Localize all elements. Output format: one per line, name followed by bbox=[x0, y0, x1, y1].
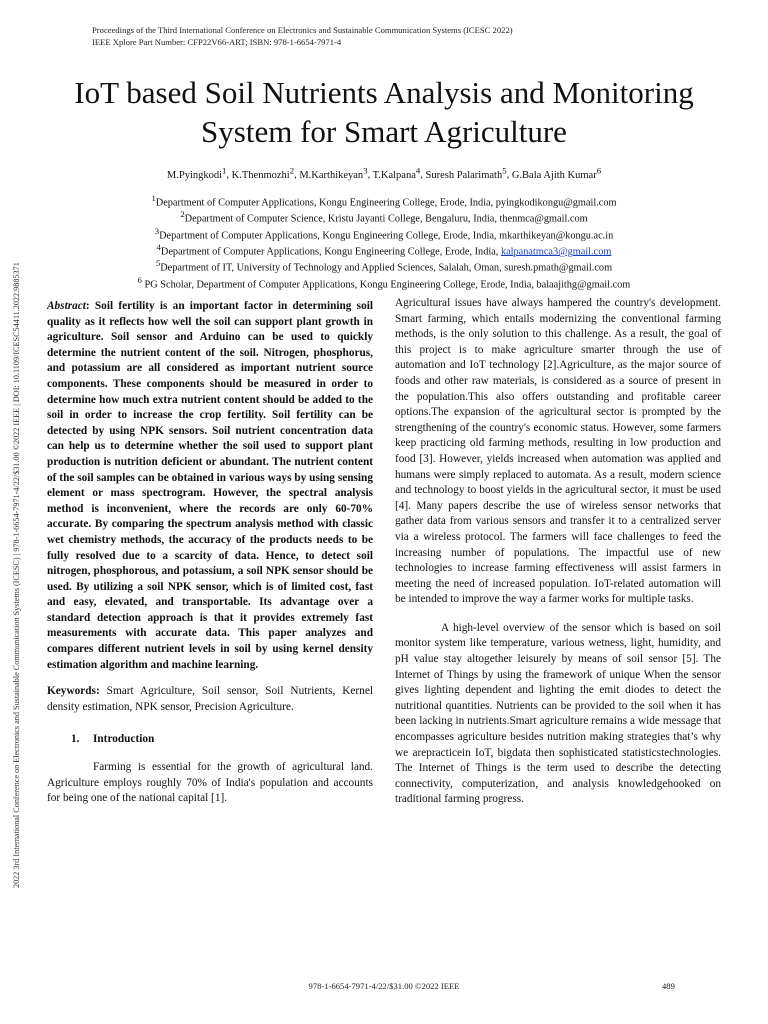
paper-title bbox=[0, 73, 768, 151]
body-paragraph: Agricultural issues have always hampered the country's development. Smart farming, which entails modernizing the conventional farming methods, is the only solution to this challenge. As a result, the goal of this project is to make agriculture smarter through the use of automation and IoT technology [2].Agriculture, as the major source of foods and other raw materials, is considered as a source of present in the population.This also offers outstanding and profitable career options.The expansion of the agricultural sector is prompted by the strengthening of the country's economic status. However, some farmers keep practicing old farming methods, resulting in low production and food [3]. However, yields increased when automation was applied and humans were simply replaced to automata. As a result, modern science and technology to boost yields in the agricultural sector, it must be used [4]. Many papers describe the use of wireless sensor networks that gather data from various sensors and transfer it to a centralized server via a wireless protocol. The farmers will face challenges to feed the increasing number of populations. The impactful use of new technologies to increase farming effectiveness will assist farmers in meeting the need of increased population. IoT-related automation will be intended to improve the way a farmer works for multiple tasks. bbox=[395, 297, 721, 606]
keywords-text: Smart Agriculture, Soil sensor, Soil Nutrients, Kernel density estimation, NPK sensor, Precision Agriculture. bbox=[47, 685, 373, 713]
body-paragraph: Farming is essential for the growth of agricultural land. Agriculture employs roughly 70% of India's population and accounts for being one of the national capital [1]. bbox=[47, 761, 373, 805]
author: K.Thenmozhi$^2$ bbox=[231, 165, 295, 181]
affiliation-list bbox=[0, 193, 768, 291]
author: G.Bala Ajith Kumar$^6$ bbox=[511, 165, 602, 181]
author-list: M.Pyingkodi$^1$, K.Thenmozhi$^2$, M.Karthikeyan$^3$, T.Kalpana$^4$, Suresh Palarimath$^5$, G.Bala Ajith Kumar$^6$ bbox=[166, 165, 602, 181]
author: Suresh Palarimath$^5$ bbox=[425, 165, 507, 181]
header-xplore: IEEE Xplore Part Number: CFP22V66-ART; ISBN: 978-1-6654-7971-4 bbox=[92, 37, 342, 47]
section-title: Introduction bbox=[93, 733, 155, 746]
header-proceedings: Proceedings of the Third International Conference on Electronics and Sustainable Communication Systems (ICESC 2022) bbox=[92, 25, 513, 35]
abstract-text: : Soil fertility is an important factor in determining soil quality as it reflects how well the soil can support plant growth in agriculture. Soil sensor and Arduino can be used to quickly determine the nutrient content of the soil. Nitrogen, phosphorus, and potassium are all considered as important nutrient source components. These components should be measured in order to determine how much extra nutrient content should be added to the soil in order to increase the crop fertility. Soil fertility can be detected by using NPK sensors. Soil nutrient concentration data can help us to determine whether the soil used to support plant production is nutrition deficient or abundant. The nutrient content of the soil samples can be obtained in various ways by using sensing element or mass spectrogram. However, the spectral analysis method is inconvenient, where the records are only 60-70% accurate. By comparing the spectrum analysis method with classic wet chemistry methods, the accuracy of the products needs to be fully resolved due to a scarcity of data. Hence, to detect soil nitrogen, phosphorous, and potassium, a soil NPK sensor should be used. By utilizing a soil NPK sensor, which is of limited cost, fast and easy, elevated, and transportable. Its advantage over a standard detection approach is that it provides extremely fast measurements with accurate data. This paper analyzes and compares different nutrient levels in soil by using kernel density estimation algorithm and machine learning. bbox=[47, 300, 373, 671]
author: T.Kalpana$^4$ bbox=[372, 165, 421, 181]
left-column bbox=[47, 299, 373, 807]
affiliation: $^2$Department of Computer Science, Kristu Jayanti College, Bengaluru, India, thenmca@gmail.com bbox=[180, 209, 588, 225]
abstract bbox=[47, 299, 373, 673]
title-line-1: IoT based Soil Nutrients Analysis and Monitoring bbox=[74, 75, 694, 110]
affiliation: $^4$Department of Computer Applications, Kongu Engineering College, Erode, India, kalpanatmca3@gmail.com bbox=[156, 241, 612, 258]
abstract-label: Abstract bbox=[47, 300, 86, 312]
body-paragraph: A high-level overview of the sensor which is based on soil monitor system like temperature, various wetness, light, humidity, and pH value stay altogether leisurely by means of soil sensor [5]. The Internet of Things by using the framework of unique When the sensor gives lighting dependent and lighting the emit diodes to detect the nutritional quantities. Nutrients can be provided to the soil when it has been lacking in nutrients.Smart agriculture remains a wide message that encompasses agriculture besides nutrition making strategies that’s why we arepracticein IoT, bigdata then sophisticated statisticstechnologies. The Internet of Things is the term used to describe the detecting connectivity, computerization, and analysis knowledgehooked on traditional farming progress. bbox=[395, 621, 721, 806]
section-heading bbox=[47, 732, 373, 748]
doi-sidebar: 2022 3rd International Conference on Electronics and Sustainable Communication Systems (ICESC) | 978-1-6654-7971-4/22/$31.00 ©2022 IEEE | DOI: 10.1109/ICESC54411.2022.9885371 bbox=[12, 262, 21, 888]
author: M.Karthikeyan$^3$ bbox=[299, 165, 368, 181]
copyright-footer: 978-1-6654-7971-4/22/$31.00 ©2022 IEEE bbox=[308, 981, 460, 991]
affiliation: $^5$Department of IT, University of Technology and Applied Sciences, Salalah, Oman, suresh.pmath@gmail.com bbox=[155, 258, 613, 274]
right-column bbox=[395, 296, 721, 808]
keywords-label: Keywords: bbox=[47, 685, 100, 698]
running-header bbox=[92, 24, 513, 48]
page-number: 489 bbox=[662, 981, 675, 991]
email-link[interactable]: kalpanatmca3@gmail.com bbox=[500, 246, 612, 258]
title-line-2: System for Smart Agriculture bbox=[201, 114, 567, 149]
section-number: 1. bbox=[71, 733, 80, 746]
author: M.Pyingkodi$^1$ bbox=[166, 165, 227, 181]
affiliation: $^6$ PG Scholar, Department of Computer Applications, Kongu Engineering College, Erode, India, balaajithg@gmail.com bbox=[137, 274, 631, 291]
affiliation: $^1$Department of Computer Applications, Kongu Engineering College, Erode, India, pyingkodikongu@gmail.com bbox=[151, 193, 617, 209]
affiliation: $^3$Department of Computer Applications, Kongu Engineering College, Erode, India, mkarthikeyan@kongu.ac.in bbox=[154, 225, 614, 242]
keywords bbox=[47, 684, 373, 715]
